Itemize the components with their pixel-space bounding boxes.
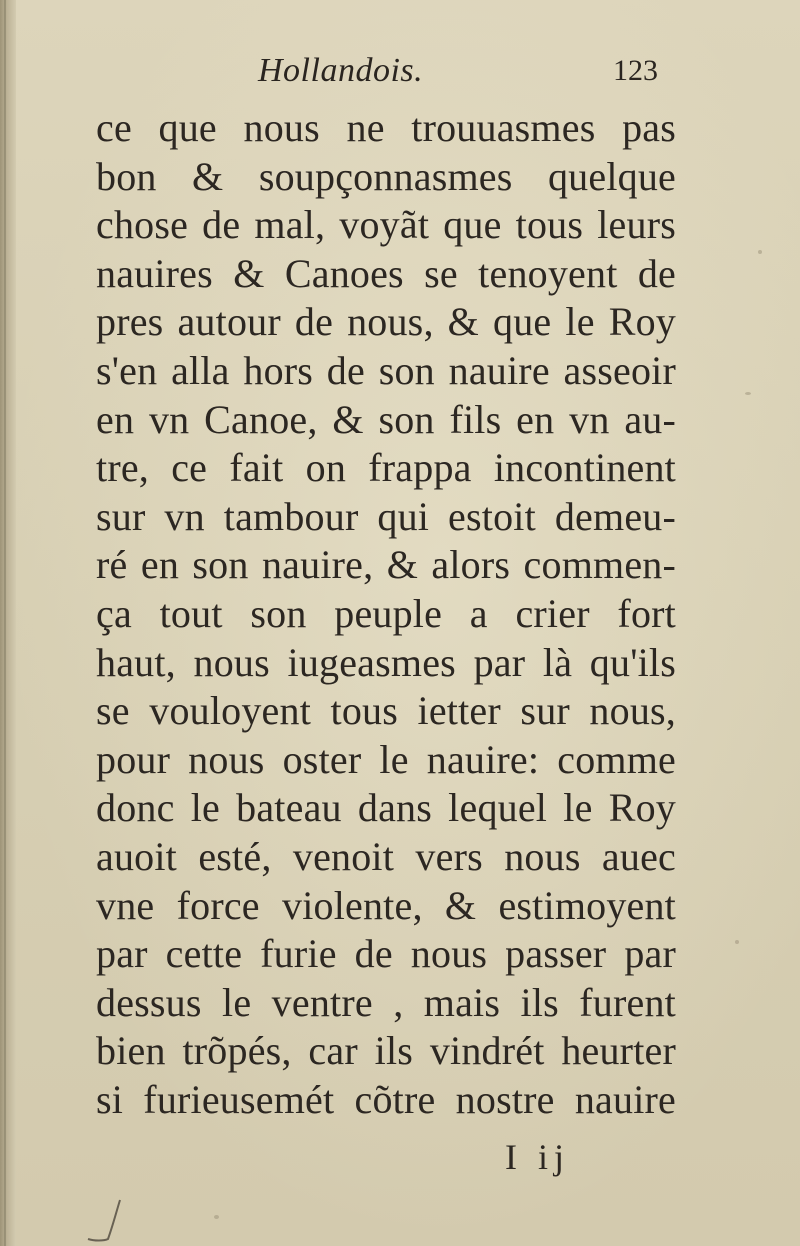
paper-speck [735, 940, 739, 944]
text-line: ce que nous ne trouuasmes pas [96, 105, 676, 150]
page-number: 123 [613, 54, 658, 87]
page-header [0, 52, 800, 96]
text-line: si furieusemét cõtre nostre nauire [96, 1076, 676, 1122]
paper-speck [214, 1215, 219, 1219]
text-line: sur vn tambour qui estoit demeu- [96, 493, 676, 539]
text-line: auoit esté, venoit vers nous auec [96, 833, 676, 879]
text-line: ré en son nauire, & alors commen- [96, 542, 676, 588]
text-line: haut, nous iugeasmes par là qu'ils [96, 639, 676, 685]
text-line: s'en alla hors de son nauire asseoir [96, 347, 676, 393]
running-title: Hollandois. [258, 52, 424, 89]
page-gutter [0, 0, 16, 1246]
gutter-line [4, 0, 6, 1246]
text-line: en vn Canoe, & son fils en vn au- [96, 396, 676, 442]
paper-speck [745, 392, 751, 395]
paper-speck [758, 250, 762, 254]
ink-scratch [80, 1195, 130, 1245]
text-line: tre, ce fait on frappa incontinent [96, 445, 676, 491]
text-line: pour nous oster le nauire: comme [96, 736, 676, 782]
text-line: bien trõpés, car ils vindrét heurter [96, 1028, 676, 1074]
text-line: nauires & Canoes se tenoyent de [96, 250, 676, 296]
text-line: pres autour de nous, & que le Roy [96, 299, 676, 345]
text-line: se vouloyent tous ietter sur nous, [96, 688, 676, 734]
text-line: chose de mal, voyãt que tous leurs [96, 202, 676, 248]
text-line: donc le bateau dans lequel le Roy [96, 785, 676, 831]
text-line: par cette furie de nous passer par [96, 931, 676, 977]
text-line: dessus le ventre , mais ils furent [96, 979, 676, 1025]
body-text [96, 104, 676, 1124]
text-line: ça tout son peuple a crier fort [96, 590, 676, 636]
signature-mark: I ij [505, 1137, 570, 1177]
text-line: bon & soupçonnasmes quelque [96, 153, 676, 199]
text-line: vne force violente, & estimoyent [96, 882, 676, 928]
